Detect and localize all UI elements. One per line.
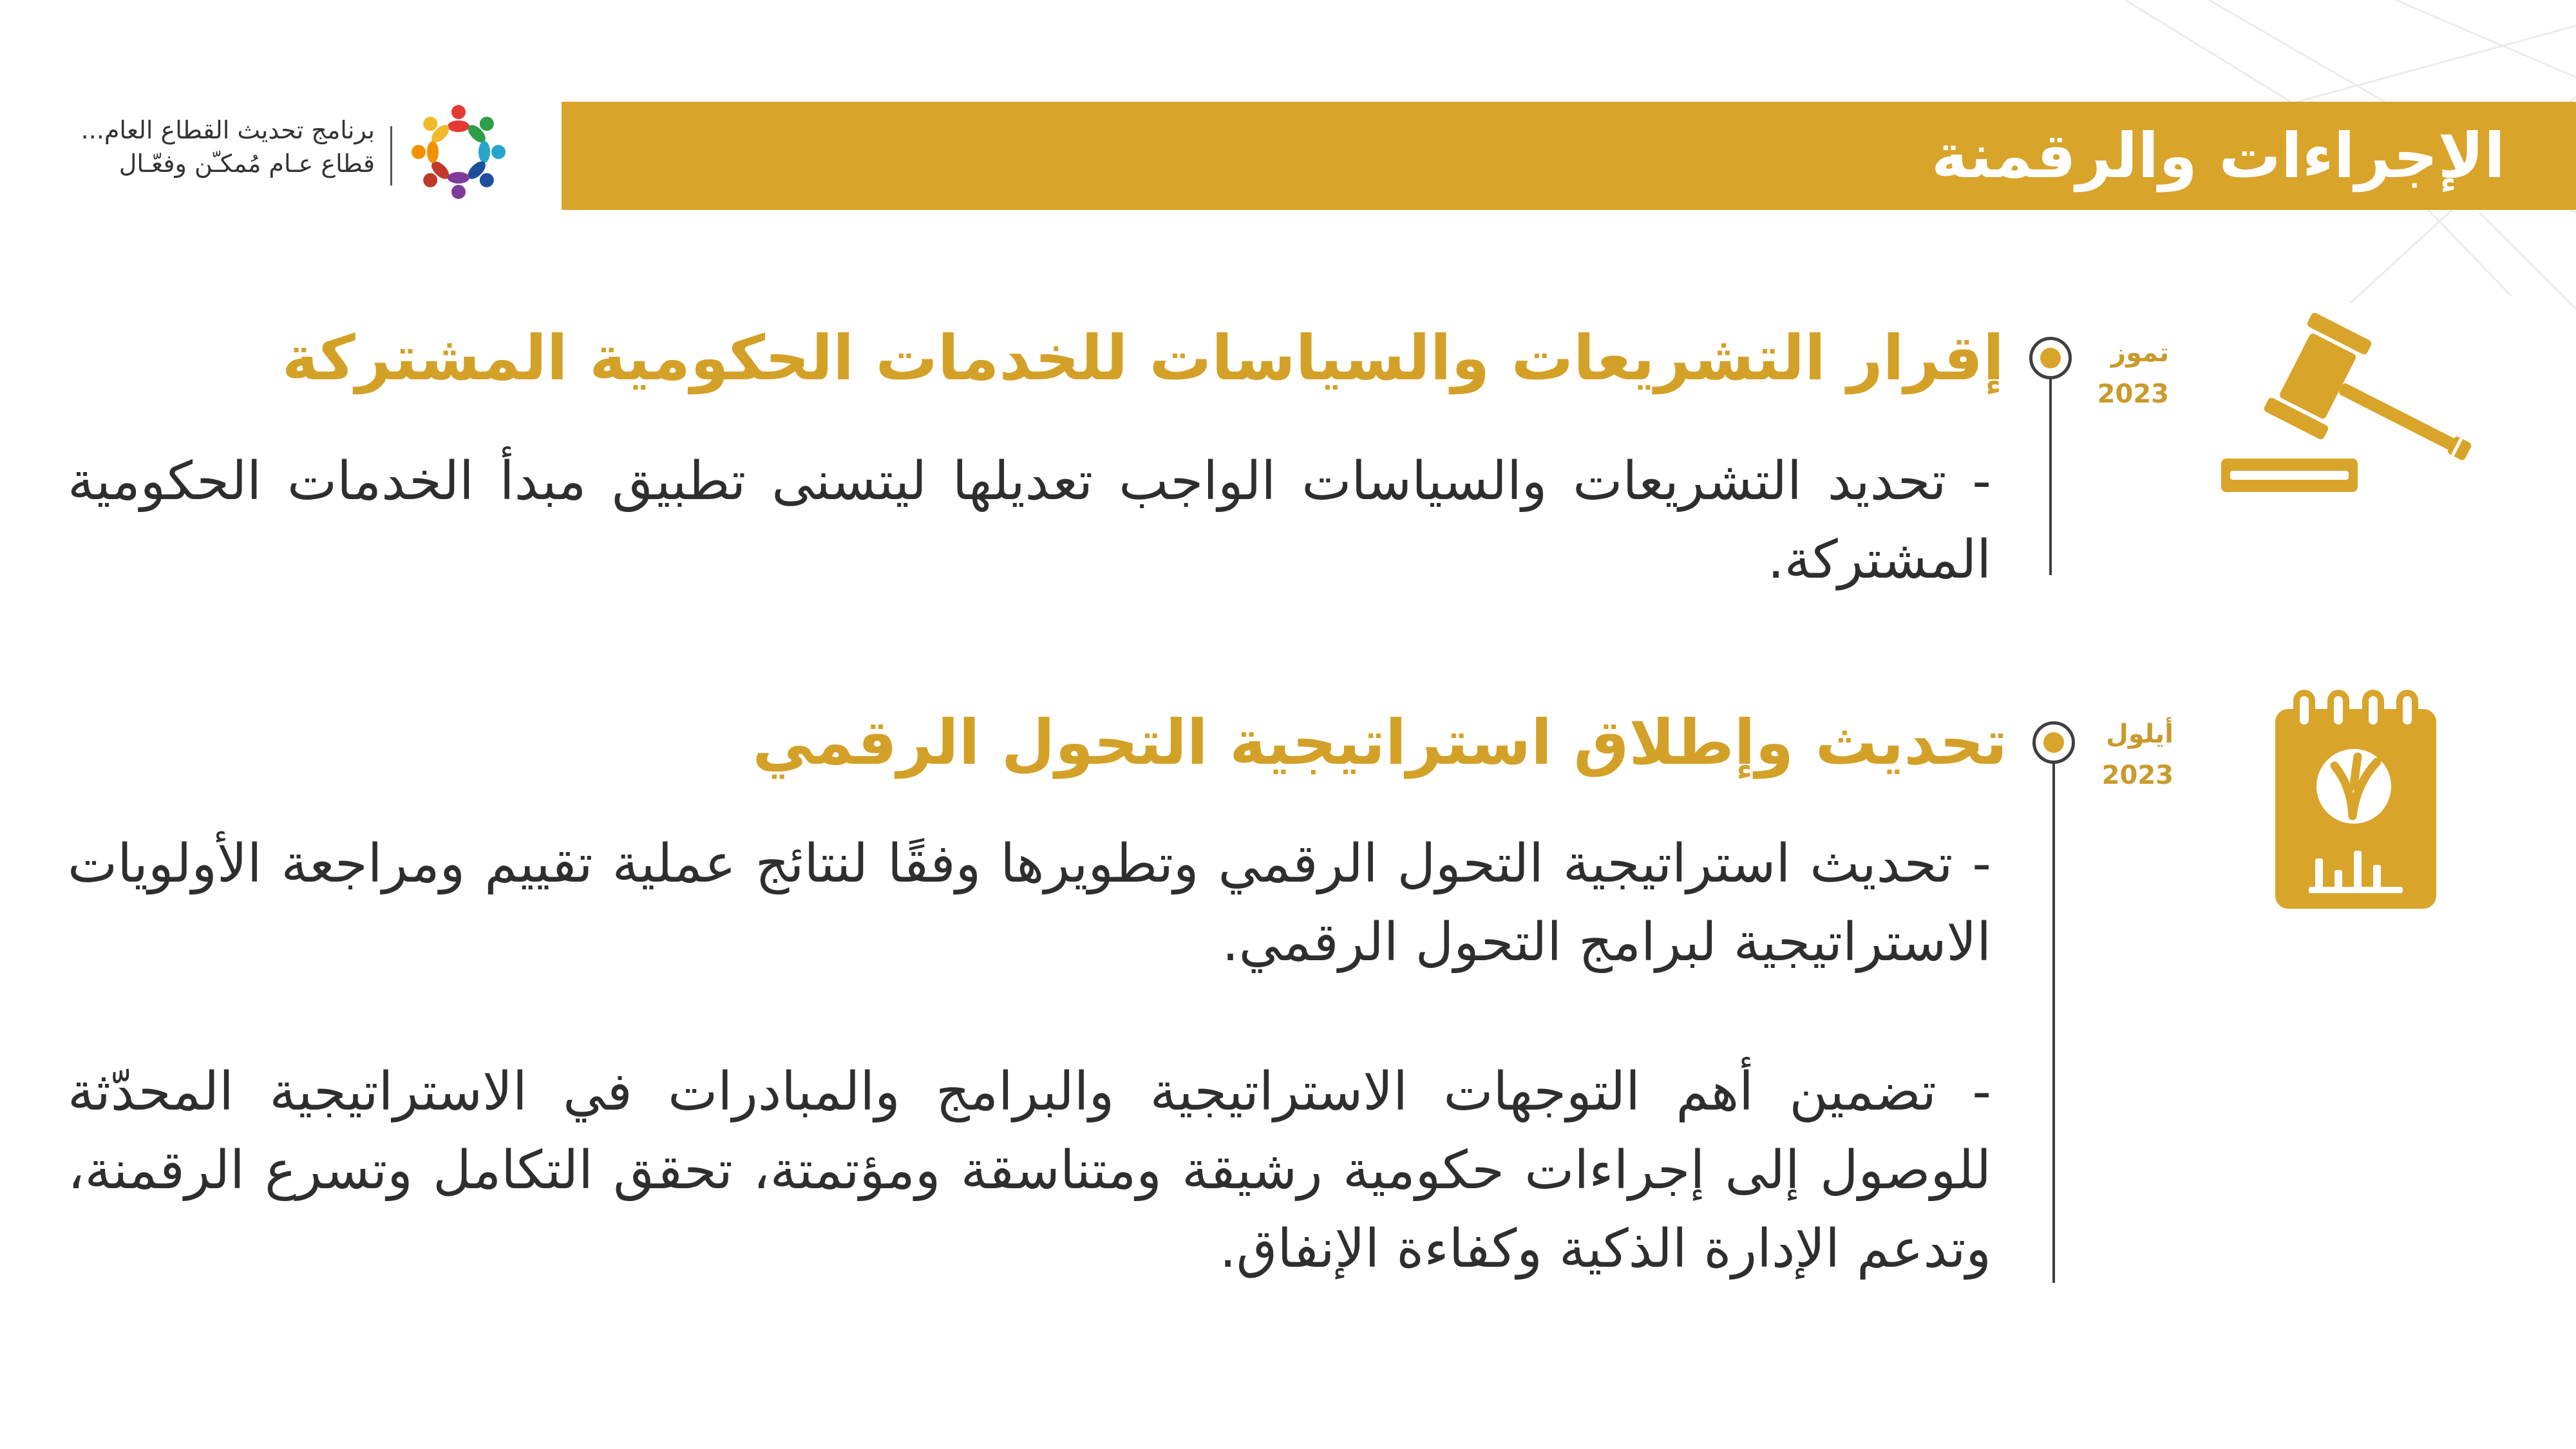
gavel-icon [2221, 305, 2472, 493]
date-year: 2023 [2101, 761, 2174, 790]
section-paragraph: - تحديد التشريعات والسياسات الواجب تعديلها ليتسنى تطبيق مبدأ الخدمات الحكومية المشتركة. [68, 451, 1991, 591]
timeline-date-1 [2098, 332, 2169, 415]
program-name: برنامج تحديث القطاع العام... [80, 116, 375, 144]
date-month: أيلول [2106, 719, 2174, 749]
timeline-marker-2 [2032, 721, 2075, 764]
section-paragraph: - تحديث استراتيجية التحول الرقمي وتطويرها وفقًا لنتائج عملية تقييم ومراجعة الأولويات الاستراتيجية لبرامج التحول الرقمي. [68, 833, 1991, 973]
calendar-chart-icon [2275, 690, 2436, 909]
section-heading-2: تحديث وإطلاق استراتيجية التحول الرقمي [752, 706, 2007, 779]
timeline-line-2 [2052, 764, 2055, 1283]
page-title: الإجراءات والرقمنة [1931, 120, 2505, 192]
date-month: تموز [2111, 338, 2169, 368]
program-tagline [14, 113, 375, 180]
logo-divider [390, 126, 392, 185]
program-slogan: قطاع عـام مُمكـّن وفعّـال [118, 149, 375, 178]
timeline-date-2 [2102, 714, 2174, 796]
section-body-2 [68, 825, 1991, 1289]
header-bar [562, 102, 2576, 210]
program-logo-icon [407, 100, 510, 204]
timeline-line-1 [2049, 379, 2052, 575]
timeline-marker-1 [2029, 337, 2072, 379]
date-year: 2023 [2097, 379, 2169, 409]
section-paragraph: - تضمين أهم التوجهات الاستراتيجية والبرامج والمبادرات في الاستراتيجية المحدّثة للوصول إلى إجراءات حكومية رشيقة ومتناسقة ومؤتمتة، تحقق التكامل وتسرع الرقمنة، وتدعم الإدارة الذكية وكفاءة الإنفاق. [68, 1061, 1991, 1280]
section-heading-1: إقرار التشريعات والسياسات للخدمات الحكومية المشتركة [281, 322, 2004, 394]
section-body-1 [68, 442, 1991, 600]
